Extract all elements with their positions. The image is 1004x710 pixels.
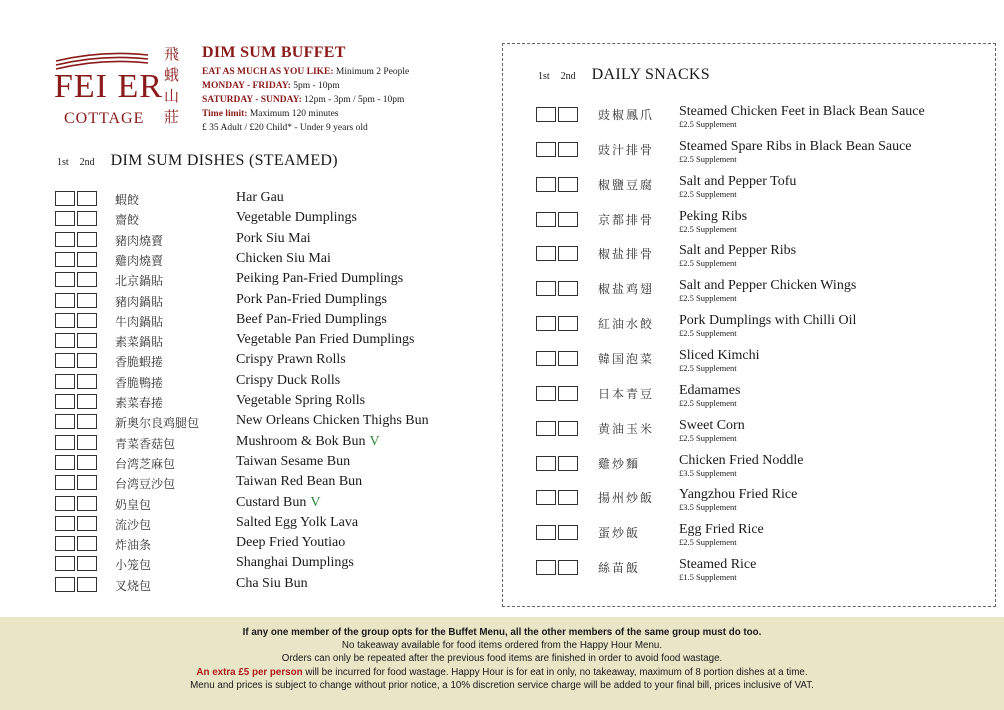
supplement-price: £3.5 Supplement [679, 502, 737, 513]
supplement-price: £2.5 Supplement [679, 188, 737, 199]
dish-row [55, 576, 475, 594]
second-round-checkbox[interactable] [77, 353, 97, 368]
dish-chinese-name: 蝦餃 [115, 193, 140, 207]
first-round-checkbox[interactable] [55, 577, 75, 592]
first-round-checkbox[interactable] [55, 293, 75, 308]
supplement-price: £2.5 Supplement [679, 537, 737, 548]
logo-chinese-name: 飛 蛾 山 莊 [164, 45, 180, 126]
footer-line: If any one member of the group opts for the Buffet Menu, all the other members of the same group must do too. [242, 627, 762, 638]
buffet-line [202, 93, 492, 107]
dish-row [55, 190, 475, 208]
snack-row [536, 138, 991, 167]
snack-row [536, 315, 991, 341]
buffet-info [202, 44, 492, 135]
dish-chinese-name: 青菜香菇包 [115, 436, 176, 451]
buffet-title: DIM SUM BUFFET [202, 44, 346, 61]
snack-row [536, 208, 991, 237]
footer-line: No takeaway available for food items ordered from the Happy Hour Menu. [341, 640, 663, 652]
buffet-line-label: Time limit: [202, 109, 248, 119]
dish-row [55, 555, 475, 573]
dish-row [55, 495, 475, 513]
first-round-checkbox[interactable] [55, 191, 75, 206]
dish-chinese-name: 台湾芝麻包 [115, 456, 176, 471]
dish-chinese-name: 素菜鍋貼 [115, 335, 164, 350]
first-round-checkbox[interactable] [536, 560, 556, 575]
first-round-checkbox[interactable] [536, 142, 556, 157]
dim-sum-header [57, 152, 338, 170]
dish-row [55, 373, 475, 391]
snack-row [536, 417, 991, 446]
dish-chinese-name: 台湾豆沙包 [115, 477, 176, 492]
dish-english-name: New Orleans Chicken Thighs Bun [236, 413, 429, 429]
daily-snacks-header [538, 66, 710, 84]
first-round-label: 1st [57, 157, 69, 168]
supplement-price: £2.5 Supplement [679, 293, 737, 304]
dish-row [55, 434, 475, 452]
snack-english-name: Steamed Rice [679, 557, 757, 573]
dish-row [55, 413, 475, 431]
dish-chinese-name: 雞肉燒賣 [115, 253, 164, 268]
first-round-checkbox[interactable] [55, 536, 75, 551]
snack-english-name: Egg Fried Rice [679, 522, 764, 538]
buffet-line-text: Minimum 2 People [333, 67, 410, 77]
buffet-line [202, 121, 492, 135]
second-round-checkbox[interactable] [77, 191, 97, 206]
second-round-checkbox[interactable] [558, 456, 578, 471]
snack-english-name: Sweet Corn [679, 417, 745, 433]
snack-english-name: Salt and Pepper Ribs [679, 243, 797, 259]
first-round-label: 1st [538, 71, 550, 82]
snack-english-name: Pork Dumplings with Chilli Oil [679, 313, 857, 329]
second-round-checkbox[interactable] [77, 475, 97, 490]
dish-english-name: Cha Siu Bun [236, 575, 308, 591]
snack-english-name: Edamames [679, 382, 741, 398]
first-round-checkbox[interactable] [536, 107, 556, 122]
footer-line: An extra £5 per person will be incurred for food wastage. Happy Hour is for eat in only, no takeaway, maximum of 8 portion dishes at a time. [196, 666, 808, 678]
snack-chinese-name: 日本青豆 [598, 386, 655, 401]
dish-row [55, 352, 475, 370]
second-round-checkbox[interactable] [77, 496, 97, 511]
dish-english-name: Vegetable Spring Rolls [236, 393, 366, 408]
first-round-checkbox[interactable] [536, 456, 556, 471]
first-round-checkbox[interactable] [536, 281, 556, 296]
dish-chinese-name: 香脆鴨捲 [115, 375, 164, 390]
second-round-checkbox[interactable] [77, 414, 97, 429]
snack-chinese-name: 椒盐排骨 [598, 247, 655, 262]
snack-chinese-name: 豉汁排骨 [598, 142, 655, 157]
dish-chinese-name: 炸油条 [115, 538, 152, 553]
buffet-line-text: £ 35 Adult / £20 Child* - Under 9 years old [202, 123, 368, 133]
dish-english-name: Beef Pan-Fried Dumplings [236, 311, 387, 327]
dish-row [55, 312, 475, 330]
dish-chinese-name: 香脆蝦捲 [115, 355, 164, 370]
dish-english-name: Mushroom & Bok Bun V [236, 433, 380, 449]
first-round-checkbox[interactable] [55, 496, 75, 511]
dish-chinese-name: 流沙包 [115, 517, 152, 532]
first-round-checkbox[interactable] [536, 386, 556, 401]
dim-sum-title: DIM SUM DISHES (STEAMED) [110, 152, 338, 169]
first-round-checkbox[interactable] [536, 316, 556, 331]
first-round-checkbox[interactable] [55, 211, 75, 226]
first-round-checkbox[interactable] [536, 525, 556, 540]
dish-english-name: Peiking Pan-Fried Dumplings [236, 271, 404, 287]
second-round-checkbox[interactable] [558, 351, 578, 366]
second-round-label: 2nd [560, 71, 576, 82]
first-round-checkbox[interactable] [55, 455, 75, 470]
first-round-checkbox[interactable] [536, 421, 556, 436]
snack-row [536, 452, 991, 481]
dish-english-name: Taiwan Red Bean Bun [236, 474, 363, 490]
dish-chinese-name: 叉烧包 [115, 578, 152, 593]
second-round-checkbox[interactable] [77, 252, 97, 267]
daily-snacks-title: DAILY SNACKS [591, 66, 710, 83]
snack-row [536, 382, 991, 411]
second-round-checkbox[interactable] [77, 435, 97, 450]
second-round-checkbox[interactable] [558, 107, 578, 122]
vegetarian-mark: V [369, 433, 380, 449]
first-round-checkbox[interactable] [55, 232, 75, 247]
dish-row [55, 393, 475, 411]
dish-row [55, 474, 475, 492]
snack-chinese-name: 絲苗飯 [598, 561, 641, 576]
first-round-checkbox[interactable] [55, 333, 75, 348]
first-round-checkbox[interactable] [55, 272, 75, 287]
second-round-checkbox[interactable] [77, 394, 97, 409]
dish-english-name: Vegetable Dumplings [236, 210, 357, 226]
first-round-checkbox[interactable] [55, 252, 75, 267]
dish-row [55, 535, 475, 553]
dish-chinese-name: 小笼包 [115, 558, 152, 573]
snack-english-name: Salt and Pepper Chicken Wings [679, 278, 857, 294]
second-round-checkbox[interactable] [77, 272, 97, 287]
vegetarian-mark: V [310, 494, 321, 510]
second-round-checkbox[interactable] [558, 142, 578, 157]
snack-english-name: Peking Ribs [679, 208, 748, 224]
snack-chinese-name: 椒盐鸡翅 [598, 282, 655, 297]
snack-chinese-name: 蛋炒飯 [598, 526, 641, 541]
snack-chinese-name: 韓国泡菜 [598, 351, 655, 366]
snack-row [536, 559, 991, 585]
snack-chinese-name: 豉椒鳳爪 [598, 108, 655, 122]
second-round-checkbox[interactable] [558, 421, 578, 436]
snack-english-name: Sliced Kimchi [679, 347, 760, 363]
first-round-checkbox[interactable] [55, 313, 75, 328]
buffet-line-text: 5pm - 10pm [290, 81, 340, 91]
dish-row [55, 210, 475, 228]
dish-row [55, 292, 475, 310]
second-round-checkbox[interactable] [77, 455, 97, 470]
second-round-checkbox[interactable] [77, 211, 97, 226]
second-round-checkbox[interactable] [558, 212, 578, 227]
second-round-checkbox[interactable] [77, 313, 97, 328]
dish-chinese-name: 豬肉燒賣 [115, 233, 164, 248]
snack-row [536, 173, 991, 202]
second-round-checkbox[interactable] [77, 516, 97, 531]
supplement-price: £2.5 Supplement [679, 397, 737, 408]
dish-row [55, 251, 475, 269]
dish-english-name: Crispy Duck Rolls [236, 372, 341, 388]
buffet-line [202, 107, 492, 121]
supplement-price: £2.5 Supplement [679, 362, 737, 373]
second-round-checkbox[interactable] [77, 577, 97, 592]
logo-name: FEI ER [54, 68, 163, 105]
snack-chinese-name: 雞炒麵 [598, 456, 641, 471]
second-round-checkbox[interactable] [558, 525, 578, 540]
supplement-price: £1.5 Supplement [679, 572, 737, 583]
snack-row [536, 106, 991, 132]
buffet-line-label: MONDAY - FRIDAY: [202, 81, 291, 91]
dish-english-name: Chicken Siu Mai [236, 250, 331, 266]
supplement-price: £3.5 Supplement [679, 467, 737, 478]
snack-row [536, 524, 991, 550]
dish-chinese-name: 豬肉鍋貼 [115, 294, 164, 309]
dish-row [55, 515, 475, 533]
first-round-checkbox[interactable] [536, 212, 556, 227]
first-round-checkbox[interactable] [55, 374, 75, 389]
first-round-checkbox[interactable] [536, 246, 556, 261]
buffet-line [202, 79, 492, 93]
second-round-checkbox[interactable] [77, 333, 97, 348]
first-round-checkbox[interactable] [536, 177, 556, 192]
supplement-price: £2.5 Supplement [679, 153, 737, 164]
first-round-checkbox[interactable] [55, 394, 75, 409]
dish-row [55, 271, 475, 289]
dish-english-name: Salted Egg Yolk Lava [236, 514, 359, 530]
buffet-line [202, 65, 492, 79]
snack-english-name: Chicken Fried Noddle [679, 452, 804, 468]
second-round-checkbox[interactable] [558, 177, 578, 192]
dish-english-name: Custard Bun V [236, 494, 321, 510]
food-wastage-charge: An extra £5 per person [196, 666, 303, 678]
snack-english-name: Steamed Spare Ribs in Black Bean Sauce [679, 138, 912, 154]
dish-chinese-name: 北京鍋貼 [115, 274, 164, 289]
second-round-checkbox[interactable] [77, 374, 97, 389]
supplement-price: £2.5 Supplement [679, 258, 737, 269]
second-round-checkbox[interactable] [77, 293, 97, 308]
dish-chinese-name: 牛肉鍋貼 [115, 314, 164, 329]
dish-english-name: Taiwan Sesame Bun [236, 453, 351, 469]
logo-subtitle: COTTAGE [64, 110, 145, 127]
second-round-checkbox[interactable] [77, 556, 97, 571]
second-round-checkbox[interactable] [558, 386, 578, 401]
supplement-price: £2.5 Supplement [679, 432, 737, 443]
first-round-checkbox[interactable] [55, 475, 75, 490]
second-round-checkbox[interactable] [558, 490, 578, 505]
dish-chinese-name: 素菜春捲 [115, 396, 164, 410]
first-round-checkbox[interactable] [536, 351, 556, 366]
buffet-line-label: EAT AS MUCH AS YOU LIKE: [202, 67, 334, 77]
first-round-checkbox[interactable] [55, 414, 75, 429]
second-round-checkbox[interactable] [77, 536, 97, 551]
dish-english-name: Pork Pan-Fried Dumplings [236, 291, 387, 307]
snack-chinese-name: 揚州炒飯 [598, 491, 655, 506]
dish-row [55, 231, 475, 249]
dish-english-name: Pork Siu Mai [236, 230, 311, 246]
snack-chinese-name: 椒鹽豆腐 [598, 177, 655, 192]
dish-row [55, 454, 475, 472]
dish-english-name: Crispy Prawn Rolls [236, 352, 346, 368]
dish-chinese-name: 新奥尔良鸡腿包 [115, 416, 200, 431]
snack-row [536, 245, 991, 271]
first-round-checkbox[interactable] [55, 435, 75, 450]
footer-line: Menu and prices is subject to change without prior notice, a 10% discretion service charge will be added to your final bill, prices inclusive of VAT. [190, 679, 814, 691]
snack-english-name: Yangzhou Fried Rice [679, 487, 798, 503]
first-round-checkbox[interactable] [55, 556, 75, 571]
snack-chinese-name: 京都排骨 [598, 212, 655, 227]
dish-chinese-name: 奶皇包 [115, 497, 152, 512]
snack-row [536, 347, 991, 376]
second-round-checkbox[interactable] [558, 560, 578, 575]
dish-row [55, 332, 475, 350]
first-round-checkbox[interactable] [55, 353, 75, 368]
first-round-checkbox[interactable] [536, 490, 556, 505]
dish-english-name: Deep Fried Youtiao [236, 535, 346, 551]
dish-english-name: Har Gau [236, 190, 284, 205]
second-round-checkbox[interactable] [558, 316, 578, 331]
buffet-line-text: 12pm - 3pm / 5pm - 10pm [301, 95, 405, 105]
second-round-checkbox[interactable] [77, 232, 97, 247]
buffet-line-label: SATURDAY - SUNDAY: [202, 95, 302, 105]
snack-chinese-name: 紅油水餃 [598, 317, 655, 332]
snack-row [536, 280, 991, 306]
snack-chinese-name: 黄油玉米 [598, 421, 655, 436]
second-round-checkbox[interactable] [558, 281, 578, 296]
first-round-checkbox[interactable] [55, 516, 75, 531]
snack-english-name: Salt and Pepper Tofu [679, 173, 797, 189]
second-round-checkbox[interactable] [558, 246, 578, 261]
buffet-line-text: Maximum 120 minutes [247, 109, 339, 119]
dish-english-name: Shanghai Dumplings [236, 555, 354, 571]
second-round-label: 2nd [79, 157, 95, 168]
supplement-price: £2.5 Supplement [679, 223, 737, 234]
snack-english-name: Steamed Chicken Feet in Black Bean Sauce [679, 104, 925, 119]
footer-line: Orders can only be repeated after the previous food items are finished in order to avoid food wastage. [281, 653, 723, 665]
snack-row [536, 489, 991, 515]
terms-footer [0, 617, 1004, 710]
dish-english-name: Vegetable Pan Fried Dumplings [236, 332, 415, 348]
supplement-price: £2.5 Supplement [679, 119, 737, 129]
dish-chinese-name: 齋餃 [115, 213, 140, 228]
supplement-price: £2.5 Supplement [679, 328, 737, 339]
